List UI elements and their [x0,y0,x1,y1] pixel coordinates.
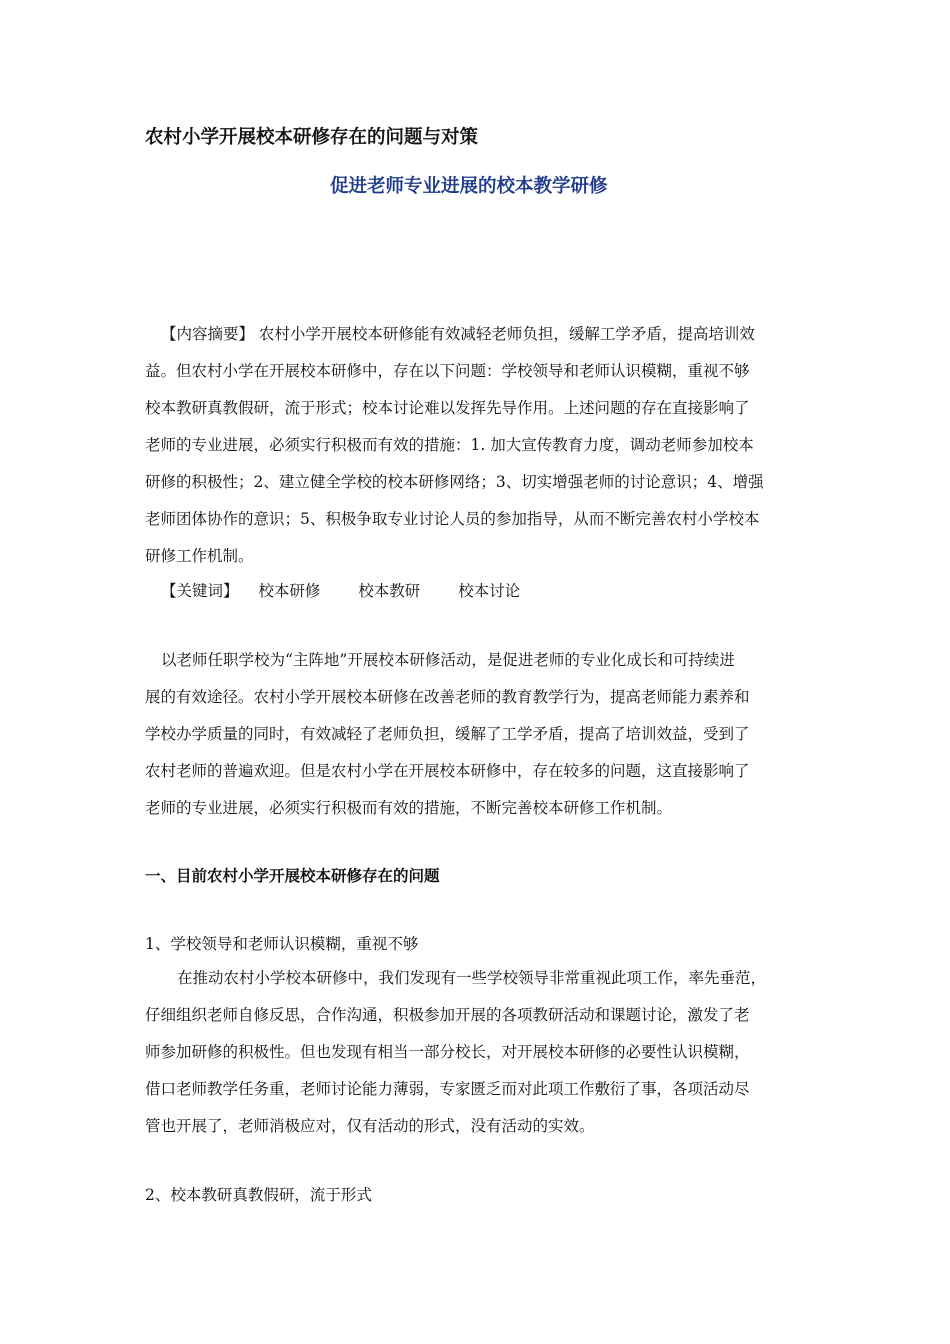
abstract-line: 【内容摘要】 农村小学开展校本研修能有效减轻老师负担，缓解工学矛盾，提高培训效 [161,325,755,343]
intro-line: 展的有效途径。农村小学开展校本研修在改善老师的教育教学行为，提高老师能力素养和 [145,688,750,706]
keyword-item: 校本研修 [258,582,321,600]
abstract-line: 益。但农村小学在开展校本研修中，存在以下问题：学校领导和老师认识模糊，重视不够 [145,362,750,380]
abstract-line: 研修工作机制。 [145,547,254,565]
document-subtitle: 促进老师专业进展的校本教学研修 [330,176,608,197]
subsection-title: 2、校本教研真教假研，流于形式 [145,1186,372,1204]
abstract-line: 老师的专业进展，必须实行积极而有效的措施：1. 加大宣传教育力度，调动老师参加校本 [145,436,754,454]
body-line: 仔细组织老师自修反思，合作沟通，积极参加开展的各项教研活动和课题讨论，激发了老 [145,1006,750,1024]
body-line: 借口老师教学任务重，老师讨论能力薄弱，专家匮乏而对此项工作敷衍了事，各项活动尽 [145,1080,750,1098]
keywords-line [161,579,520,601]
intro-line: 农村老师的普遍欢迎。但是农村小学在开展校本研修中，存在较多的问题，这直接影响了 [145,762,750,780]
abstract-line: 研修的积极性；2、建立健全学校的校本研修网络；3、切实增强老师的讨论意识；4、增强 [145,473,764,491]
abstract-line: 老师团体协作的意识；5、积极争取专业讨论人员的参加指导，从而不断完善农村小学校本 [145,510,760,528]
document-title: 农村小学开展校本研修存在的问题与对策 [145,127,479,148]
intro-line: 老师的专业进展，必须实行积极而有效的措施，不断完善校本研修工作机制。 [145,799,673,817]
keyword-item: 校本讨论 [458,582,521,600]
abstract-line: 校本教研真教假研，流于形式；校本讨论难以发挥先导作用。上述问题的存在直接影响了 [145,399,750,417]
intro-line: 学校办学质量的同时，有效减轻了老师负担，缓解了工学矛盾，提高了培训效益，受到了 [145,725,750,743]
intro-line: 以老师任职学校为“主阵地”开展校本研修活动，是促进老师的专业化成长和可持续进 [161,651,735,669]
body-line: 师参加研修的积极性。但也发现有相当一部分校长，对开展校本研修的必要性认识模糊， [145,1043,750,1061]
section-heading: 一、目前农村小学开展校本研修存在的问题 [145,867,440,885]
body-line: 在推动农村小学校本研修中，我们发现有一些学校领导非常重视此项工作，率先垂范， [177,969,767,987]
body-line: 管也开展了，老师消极应对，仅有活动的形式，没有活动的实效。 [145,1117,595,1135]
keywords-label: 【关键词】 [161,582,239,600]
keyword-item: 校本教研 [358,582,421,600]
subsection-title: 1、学校领导和老师认识模糊，重视不够 [145,935,419,953]
